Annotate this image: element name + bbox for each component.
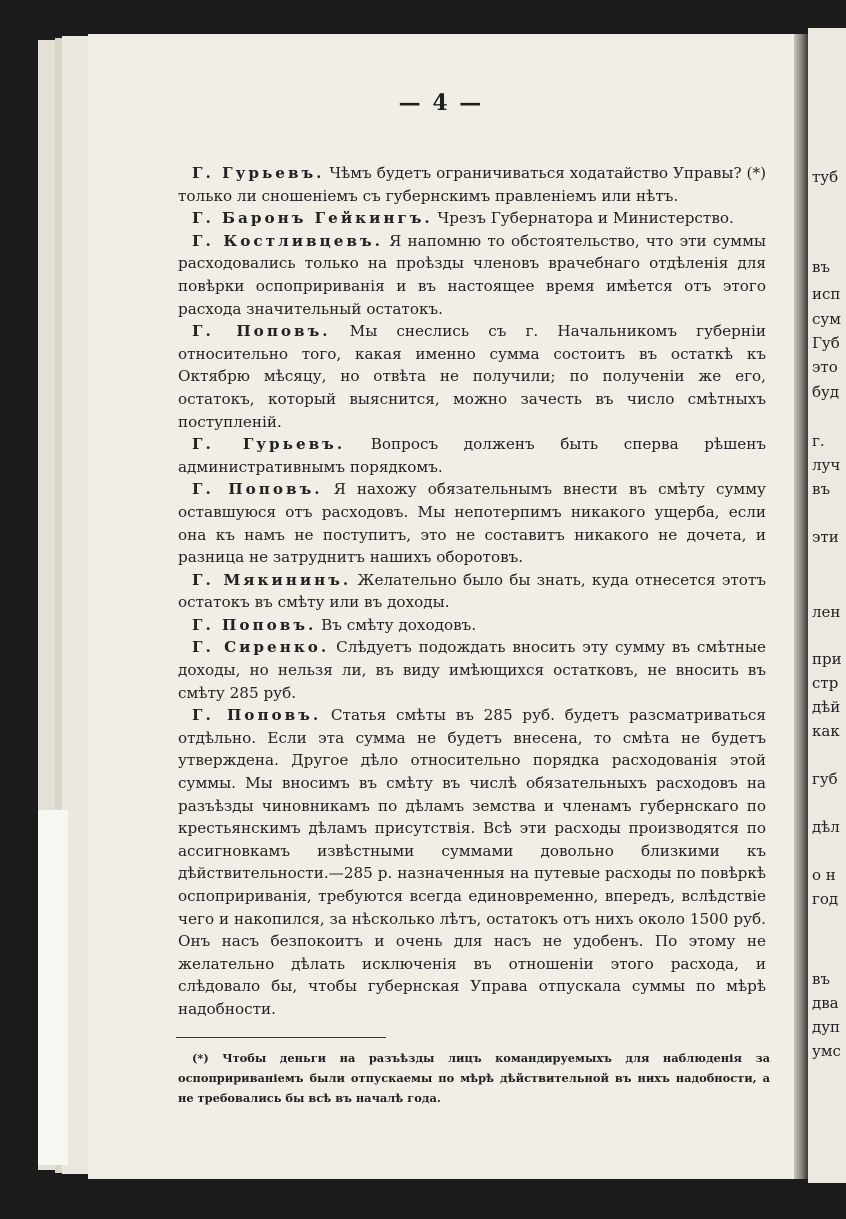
facing-line: эти bbox=[812, 528, 839, 546]
facing-line: туб bbox=[812, 168, 839, 186]
page-number: — 4 — bbox=[398, 90, 484, 116]
speaker: Г. Баронъ Гейкингъ. bbox=[192, 209, 433, 228]
speech: Вопросъ долженъ быть сперва рѣшенъ административнымъ порядкомъ. bbox=[178, 435, 766, 476]
speaker: Г. Поповъ. bbox=[192, 706, 322, 725]
document-page bbox=[88, 34, 794, 1179]
footnote bbox=[178, 1048, 770, 1108]
facing-line: о н bbox=[812, 866, 836, 884]
facing-line: сум bbox=[812, 310, 841, 328]
paragraph bbox=[178, 207, 766, 230]
facing-line: дѣй bbox=[812, 698, 841, 716]
facing-line: буд bbox=[812, 383, 840, 401]
speaker: Г. Гурьевъ. bbox=[192, 435, 346, 454]
facing-line: как bbox=[812, 722, 840, 740]
paragraph bbox=[178, 162, 766, 207]
paragraph bbox=[178, 569, 766, 614]
facing-line: въ bbox=[812, 480, 830, 498]
speaker: Г. Костливцевъ. bbox=[192, 231, 383, 250]
speaker: Г. Поповъ. bbox=[192, 322, 331, 341]
paragraph bbox=[178, 614, 766, 637]
facing-line: дѣл bbox=[812, 818, 840, 836]
footnote-text: (*) Чтобы деньги на разъѣзды лицъ командируемыхъ для наблюденія за оспопририваніемъ были отпускаемы по мѣрѣ дѣйствительной въ нихъ надобности, а не требовались бы всѣ въ началѣ года. bbox=[178, 1051, 770, 1105]
facing-page-fragment bbox=[808, 28, 846, 1183]
speaker: Г. Поповъ. bbox=[192, 480, 323, 499]
page-edge-white bbox=[38, 810, 68, 1165]
speech: Чрезъ Губернатора и Министерство. bbox=[432, 209, 734, 228]
speaker: Г. Гурьевъ. bbox=[192, 164, 325, 182]
speech: Я напомню то обстоятельство, что эти суммы расходовались только на проѣзды членовъ врачебнаго отдѣленія для повѣрки оспопририванія и въ настоящее время имѣется отъ этого расхода значительный остатокъ. bbox=[178, 231, 766, 318]
book-gutter bbox=[794, 34, 808, 1179]
speech: Я нахожу обязательнымъ внести въ смѣту сумму оставшуюся отъ расходовъ. Мы непотерпимъ никакого ущерба, если она къ намъ не поступитъ, это не составитъ никакого не дочета, и разница не затруднитъ нашихъ оборотовъ. bbox=[178, 480, 766, 567]
facing-line: два bbox=[812, 994, 839, 1012]
speaker: Г. Мякининъ. bbox=[192, 570, 352, 589]
paragraph bbox=[178, 704, 766, 1020]
speech: Чѣмъ будетъ ограничиваться ходатайство Управы? (*) только ли сношеніемъ съ губернскимъ правленіемъ или нѣтъ. bbox=[178, 164, 766, 205]
speech: Статья смѣты въ 285 руб. будетъ разсматриваться отдѣльно. Если эта сумма не будетъ внесена, то смѣта не будетъ утверждена. Другое дѣло относительно порядка расходованія этой суммы. Мы вносимъ въ смѣту въ числѣ обязательныхъ расходовъ на разъѣзды чиновникамъ по дѣламъ земства и членамъ губернскаго по крестьянскимъ дѣламъ присутствія. Всѣ эти расходы производятся по ассигновкамъ извѣстными суммами довольно близкими къ дѣйствительности.—285 р. назначенныя на путевые расходы по повѣркѣ оспопририванія, требуются всегда единовременно, впередъ, вслѣдствіе чего и накопился, за нѣсколько лѣтъ, остатокъ отъ нихъ около 1500 руб. Онъ насъ безпокоитъ и очень для насъ не удобенъ. По этому не желательно дѣлать исключенія въ отношеніи этого расхода, и слѣдовало бы, чтобы губернская Управа отпускала суммы по мѣрѣ надобности. bbox=[178, 706, 766, 1018]
facing-line: умс bbox=[812, 1042, 841, 1060]
paragraph bbox=[178, 320, 766, 433]
paragraph bbox=[178, 478, 766, 568]
facing-line: исп bbox=[812, 285, 841, 303]
speech: Въ смѣту доходовъ. bbox=[316, 615, 477, 634]
speech: Желательно было бы знать, куда отнесется этотъ остатокъ въ смѣту или въ доходы. bbox=[178, 570, 766, 612]
body-text bbox=[178, 162, 766, 1021]
facing-line: въ bbox=[812, 258, 830, 276]
facing-line: дуп bbox=[812, 1018, 841, 1036]
facing-line: стр bbox=[812, 674, 839, 692]
facing-line: это bbox=[812, 358, 838, 376]
facing-line: Губ bbox=[812, 334, 840, 352]
paragraph bbox=[178, 230, 766, 320]
facing-line: при bbox=[812, 650, 842, 668]
facing-line: лен bbox=[812, 603, 841, 621]
facing-line: г. bbox=[812, 432, 825, 450]
speaker: Г. Сиренко. bbox=[192, 638, 330, 657]
speech: Слѣдуетъ подождать вносить эту сумму въ смѣтные доходы, но нельзя ли, въ виду имѣющихся остатковъ, не вносить въ смѣту 285 руб. bbox=[178, 638, 766, 702]
facing-line: въ bbox=[812, 970, 830, 988]
footnote-rule bbox=[176, 1037, 386, 1038]
facing-line: губ bbox=[812, 770, 838, 788]
facing-line: год bbox=[812, 890, 839, 908]
paragraph bbox=[178, 636, 766, 704]
paragraph bbox=[178, 433, 766, 478]
facing-line: луч bbox=[812, 456, 841, 474]
speech: Мы снеслись съ г. Начальникомъ губерніи относительно того, какая именно сумма состоитъ въ остаткѣ къ Октябрю мѣсяцу, но отвѣта не получили; по полученіи же его, остатокъ, который выяснится, можно зачесть въ число смѣтныхъ поступленій. bbox=[178, 322, 766, 431]
speaker: Г. Поповъ. bbox=[192, 615, 317, 634]
